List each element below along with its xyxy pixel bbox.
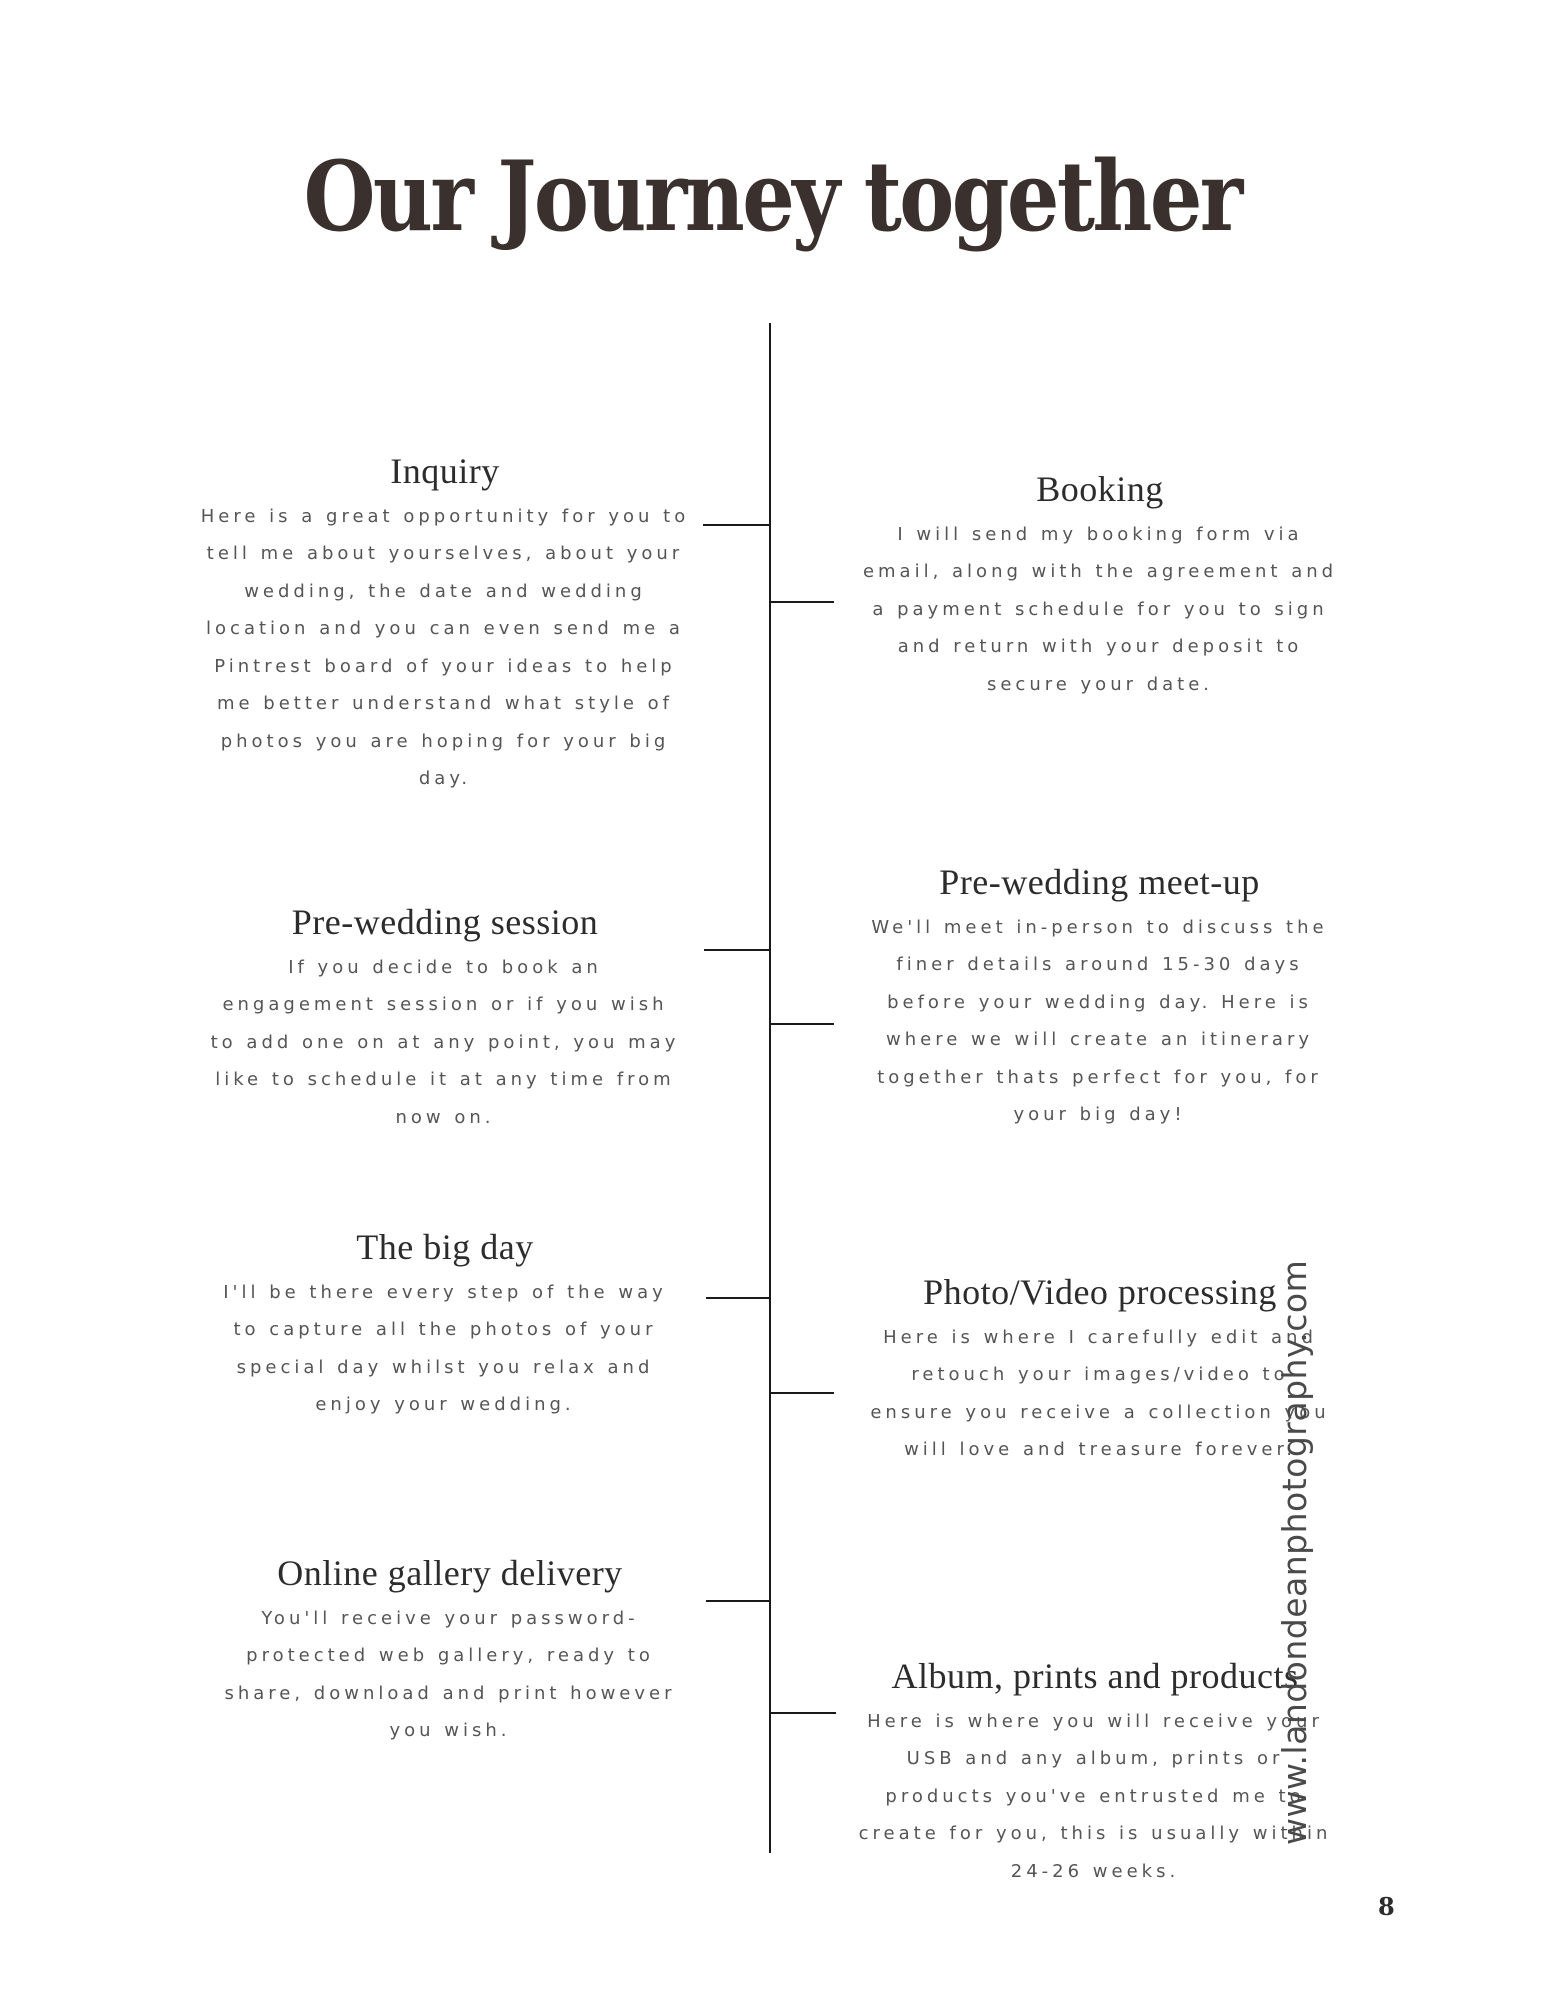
step-booking <box>860 470 1340 703</box>
timeline-tick-album <box>770 1712 836 1714</box>
step-title: Album, prints and products <box>891 1656 1299 1696</box>
step-description: I'll be there every step of the way to capture all the photos of your special day whilst you relax and enjoy your wedding. <box>223 1281 667 1416</box>
step-description: I will send my booking form via email, along with the agreement and a payment schedule for you to sign and return with your deposit to secure your date. <box>862 523 1338 695</box>
timeline-line <box>769 323 771 1853</box>
timeline-tick-pre-wedding-meet-up <box>770 1023 834 1025</box>
step-description: Here is where you will receive your USB and any album, prints or products you've entrusted me to create for you, this is usually within 24-26 weeks. <box>858 1710 1332 1882</box>
step-description: If you decide to book an engagement session or if you wish to add one on at any point, you may like to schedule it at any time from now on. <box>210 956 680 1128</box>
timeline-tick-inquiry <box>703 524 770 526</box>
step-pre-wedding-meet-up <box>862 863 1337 1134</box>
page-title: Our Journey together <box>303 140 1241 253</box>
step-title: Online gallery delivery <box>277 1553 623 1593</box>
timeline-tick-gallery <box>706 1600 770 1602</box>
step-description: Here is where I carefully edit and retouch your images/video to ensure you receive a collection you will love and treasure forever. <box>870 1326 1330 1461</box>
timeline-tick-pre-wedding-session <box>704 949 770 951</box>
step-processing <box>870 1273 1330 1469</box>
page-number: 8 <box>1378 1892 1395 1921</box>
step-album <box>855 1657 1335 1890</box>
step-description: Here is a great opportunity for you to tell me about yourselves, about your wedding, the date and wedding location and you can even send me a Pintrest board of your ideas to help me better understand what style of photos you are hoping for your big day. <box>200 505 690 790</box>
step-description: You'll receive your password-protected web gallery, ready to share, download and print however you wish. <box>224 1607 676 1742</box>
step-title: Pre-wedding session <box>291 902 599 942</box>
step-title: The big day <box>356 1227 534 1267</box>
step-title: Pre-wedding meet-up <box>939 862 1260 902</box>
step-big-day <box>215 1228 675 1424</box>
step-title: Photo/Video processing <box>923 1272 1277 1312</box>
step-title: Booking <box>1036 469 1164 509</box>
step-description: We'll meet in-person to discuss the finer details around 15-30 days before your wedding day. Here is where we will create an itinerary together thats perfect for you, for your big day! <box>871 916 1328 1126</box>
step-title: Inquiry <box>390 451 500 491</box>
step-inquiry <box>195 452 695 798</box>
website-url: www.landondeanphotography.com <box>1275 1259 1314 1845</box>
timeline-tick-processing <box>770 1392 834 1394</box>
timeline-tick-booking <box>770 601 834 603</box>
timeline-tick-big-day <box>706 1297 770 1299</box>
step-pre-wedding-session <box>210 903 680 1136</box>
step-gallery <box>220 1554 680 1750</box>
